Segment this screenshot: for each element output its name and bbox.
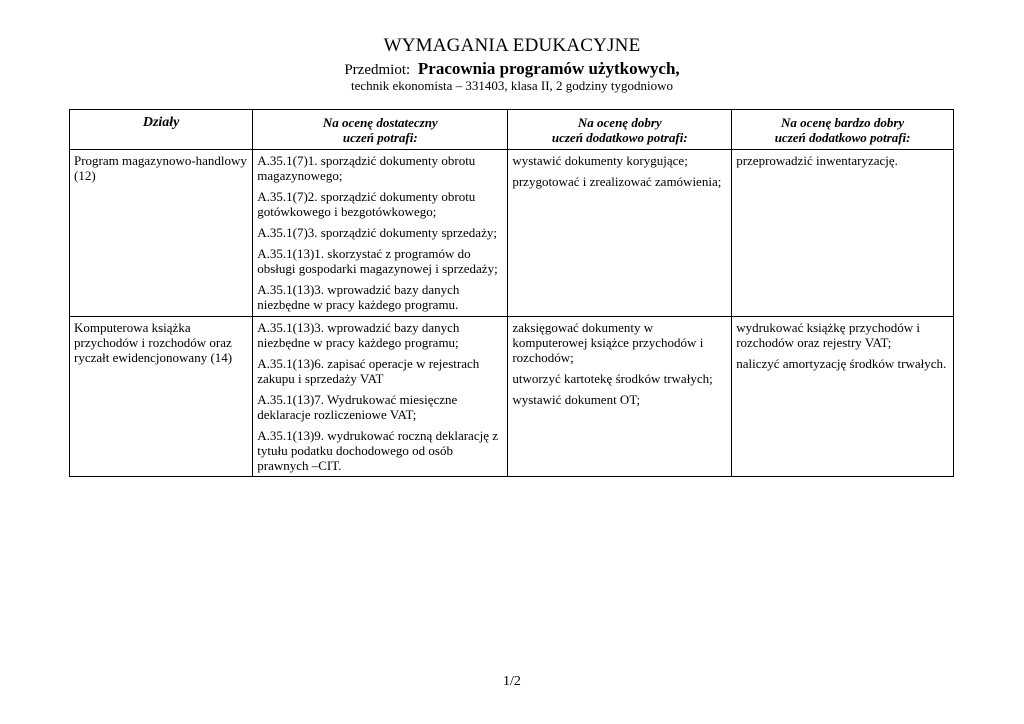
- header-label: Na ocenę bardzo dobry: [781, 115, 905, 130]
- subject-line: [0, 59, 1024, 79]
- dzial-name: Program magazynowo-handlowy (12): [74, 153, 247, 183]
- header-dostateczny: [253, 110, 508, 150]
- header-label: Działy: [142, 115, 180, 130]
- header-dobry: [508, 110, 732, 150]
- header-bardzo-dobry: [732, 110, 954, 150]
- requirement-item: wystawić dokumenty korygujące;: [512, 153, 688, 168]
- requirement-item: A.35.1(13)1. skorzystać z programów do obsługi gospodarki magazynowej i sprzedaży;: [257, 246, 498, 276]
- table-row: [70, 150, 954, 317]
- requirement-item: A.35.1(13)9. wydrukować roczną deklarację z tytułu podatku dochodowego od osób prawnych –CIT.: [257, 428, 499, 473]
- table-header-row: [70, 110, 954, 150]
- header-label: Na ocenę dostateczny: [322, 115, 438, 130]
- header-sublabel: uczeń dodatkowo potrafi:: [774, 130, 911, 145]
- requirement-item: wystawić dokument OT;: [512, 392, 641, 407]
- subject-label: Przedmiot:: [344, 62, 411, 78]
- requirement-item: A.35.1(7)3. sporządzić dokumenty sprzedaży;: [257, 225, 497, 240]
- requirement-item: A.35.1(13)3. wprowadzić bazy danych niezbędne w pracy każdego programu.: [257, 282, 460, 312]
- requirement-item: przeprowadzić inwentaryzację.: [736, 153, 898, 168]
- dzial-cell: [70, 317, 253, 477]
- bardzo-dobry-cell: [732, 150, 954, 317]
- dzial-cell: [70, 150, 253, 317]
- requirement-item: zaksięgować dokumenty w komputerowej książce przychodów i rozchodów;: [512, 320, 704, 365]
- header-sublabel: uczeń potrafi:: [342, 130, 418, 145]
- table-row: [70, 317, 954, 477]
- page-number: 1/2: [503, 674, 521, 689]
- requirements-table: [69, 109, 954, 477]
- requirement-item: utworzyć kartotekę środków trwałych;: [512, 371, 713, 386]
- dobry-cell: [508, 317, 732, 477]
- dostateczny-cell: [253, 317, 508, 477]
- requirement-item: A.35.1(7)2. sporządzić dokumenty obrotu gotówkowego i bezgotówkowego;: [257, 189, 476, 219]
- course-info: technik ekonomista – 331403, klasa II, 2 godziny tygodniowo: [350, 78, 674, 93]
- requirement-item: A.35.1(7)1. sporządzić dokumenty obrotu magazynowego;: [257, 153, 476, 183]
- dostateczny-cell: [253, 150, 508, 317]
- requirement-item: A.35.1(13)3. wprowadzić bazy danych niezbędne w pracy każdego programu;: [257, 320, 460, 350]
- dzial-name: Komputerowa książka przychodów i rozchodów oraz ryczałt ewidencjonowany (14): [74, 320, 233, 365]
- document-title: WYMAGANIA EDUKACYJNE: [383, 35, 641, 56]
- header-dzialy: [70, 110, 253, 150]
- header-label: Na ocenę dobry: [577, 115, 662, 130]
- subject-name: Pracownia programów użytkowych,: [417, 59, 680, 78]
- requirement-item: wydrukować książkę przychodów i rozchodów oraz rejestry VAT;: [736, 320, 920, 350]
- dobry-cell: [508, 150, 732, 317]
- requirement-item: A.35.1(13)7. Wydrukować miesięczne deklaracje rozliczeniowe VAT;: [257, 392, 458, 422]
- requirement-item: A.35.1(13)6. zapisać operacje w rejestrach zakupu i sprzedaży VAT: [257, 356, 480, 386]
- requirement-item: przygotować i zrealizować zamówienia;: [512, 174, 722, 189]
- bardzo-dobry-cell: [732, 317, 954, 477]
- header-sublabel: uczeń dodatkowo potrafi:: [551, 130, 688, 145]
- requirement-item: naliczyć amortyzację środków trwałych.: [736, 356, 947, 371]
